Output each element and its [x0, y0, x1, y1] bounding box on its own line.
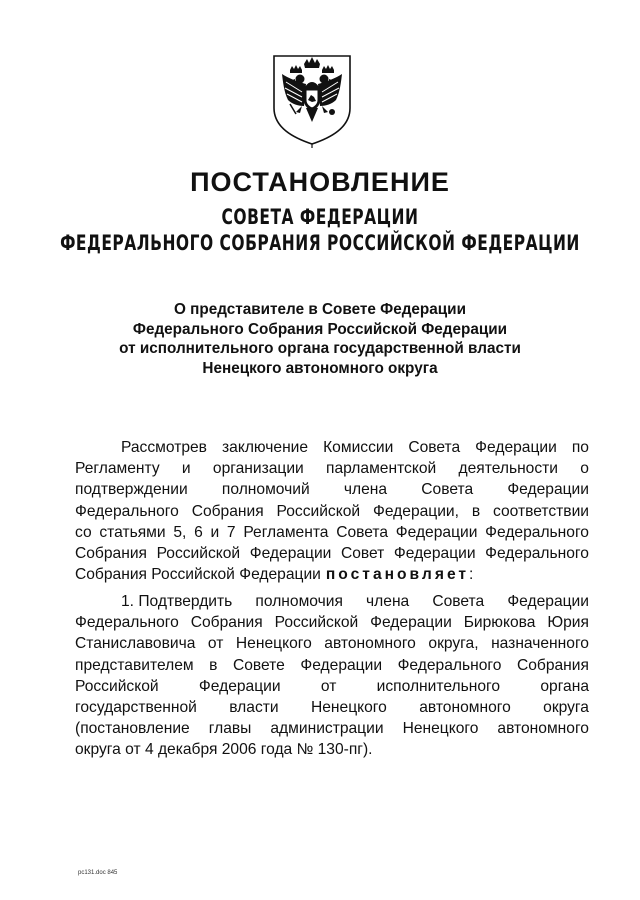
word: Федерации: [507, 593, 589, 610]
subject-line: Ненецкого автономного округа: [202, 359, 438, 377]
word: Регламента: [243, 523, 329, 541]
word: Федерации: [507, 481, 589, 499]
paragraph-line: [75, 479, 589, 500]
word: и: [181, 460, 191, 478]
paragraph-line: [75, 591, 589, 612]
word: Бирюкова: [463, 614, 536, 632]
paragraph-line: [75, 437, 589, 458]
paragraph-line: [75, 676, 589, 697]
word: от: [207, 635, 224, 653]
subject-line: от исполнительного органа государственной власти: [119, 340, 521, 357]
word: Совет: [340, 545, 385, 563]
word: главы: [208, 720, 252, 738]
paragraph-line: [75, 612, 589, 633]
word: Федерации: [198, 677, 281, 695]
word: Совета: [421, 481, 474, 499]
word: Ненецкого: [235, 635, 312, 653]
word: деятельности: [458, 460, 559, 478]
word: (постановление: [75, 720, 190, 738]
word: полномочия: [255, 593, 343, 610]
word: Совете: [232, 656, 285, 674]
word: Российской: [274, 614, 359, 632]
word: Федерации: [393, 545, 476, 563]
word: исполнительного: [376, 677, 501, 695]
word: статьями: [99, 523, 166, 541]
word: Совета: [408, 439, 461, 456]
word: полномочий: [221, 481, 310, 499]
paragraph-line: [75, 564, 589, 585]
word: Юрия: [547, 614, 589, 632]
word: Российской: [276, 502, 361, 520]
word: члена: [366, 593, 410, 610]
word: назначенного: [491, 635, 589, 653]
preamble-last-text: Собрания Российской Федерации: [75, 566, 321, 584]
word: Федерации: [300, 656, 383, 674]
word: Совета: [336, 523, 389, 541]
word: 5,: [173, 523, 187, 541]
word: 7: [226, 523, 236, 541]
word: в: [471, 502, 481, 520]
document-subject: [90, 300, 550, 378]
word: Комиссии: [323, 439, 394, 456]
issuer-line-2: ФЕДЕРАЛЬНОГО СОБРАНИЯ РОССИЙСКОЙ ФЕДЕРАЦИИ: [60, 231, 580, 256]
paragraph-line: [75, 522, 589, 543]
word: Федерации: [395, 523, 478, 541]
word: соответствии: [493, 502, 589, 520]
word: подтверждении: [75, 481, 188, 499]
word: о: [580, 460, 589, 478]
word: округа,: [428, 635, 479, 653]
word: государственной: [75, 699, 197, 717]
word: Федерации: [249, 545, 332, 563]
word: Собрания: [75, 545, 147, 563]
word: Федерального: [485, 523, 589, 541]
issuer-line-1: СОВЕТА ФЕДЕРАЦИИ: [221, 205, 419, 230]
paragraph-line: [75, 501, 589, 522]
word: представителем: [75, 656, 194, 674]
word: Федерации: [475, 439, 557, 456]
paragraph-line: [75, 543, 589, 564]
word: и: [210, 523, 220, 541]
word: члена: [343, 481, 388, 499]
paragraph-line: округа от 4 декабря 2006 года № 130-пг).: [75, 741, 373, 759]
word: Собрания: [516, 656, 589, 674]
word: по: [571, 439, 589, 456]
word: администрации: [270, 720, 384, 738]
word: 1. Подтвердить: [121, 593, 233, 610]
word: со: [75, 523, 92, 541]
word: Регламенту: [75, 460, 160, 478]
word: Федерального: [397, 656, 502, 674]
decree-word: постановляет: [325, 566, 470, 584]
word: от: [320, 677, 337, 695]
document-title: ПОСТАНОВЛЕНИЕ: [190, 167, 450, 197]
word: власти: [229, 699, 279, 717]
word: заключение: [222, 439, 309, 456]
paragraph-line: [75, 655, 589, 676]
word: Собрания: [190, 614, 263, 632]
word: Федерального: [75, 614, 179, 632]
word: Ненецкого: [402, 720, 479, 738]
decree-colon: :: [469, 566, 474, 584]
word: автономного: [497, 720, 589, 738]
subject-line: Федерального Собрания Российской Федерации: [132, 320, 508, 338]
word: Совета: [432, 593, 485, 610]
word: Федерации,: [372, 502, 459, 520]
word: 6: [194, 523, 203, 541]
word: автономного: [419, 699, 511, 717]
paragraph-line: [75, 458, 589, 479]
paragraph-line: [75, 697, 589, 718]
russian-coat-of-arms-icon: [268, 52, 356, 148]
word: округа: [543, 699, 589, 717]
paragraph-line: [75, 633, 589, 654]
word: Собрания: [191, 502, 264, 520]
item-1-paragraph: [75, 591, 589, 761]
word: автономного: [324, 635, 416, 653]
word: органа: [540, 677, 589, 695]
word: парламентской: [326, 460, 437, 478]
word: организации: [212, 460, 304, 478]
file-reference: pc131.doc 845: [78, 870, 118, 876]
word: Федерального: [75, 502, 179, 520]
word: Российской: [75, 677, 159, 695]
word: Российской: [156, 545, 241, 563]
paragraph-line: [75, 718, 589, 739]
subject-line: О представителе в Совете Федерации: [174, 301, 466, 318]
word: Федерации: [370, 614, 452, 632]
word: в: [209, 656, 218, 674]
word: Федерального: [485, 545, 589, 563]
word: Ненецкого: [310, 699, 387, 717]
word: Рассмотрев: [121, 439, 207, 456]
word: Станиславовича: [75, 635, 196, 653]
preamble-paragraph: [75, 437, 589, 585]
